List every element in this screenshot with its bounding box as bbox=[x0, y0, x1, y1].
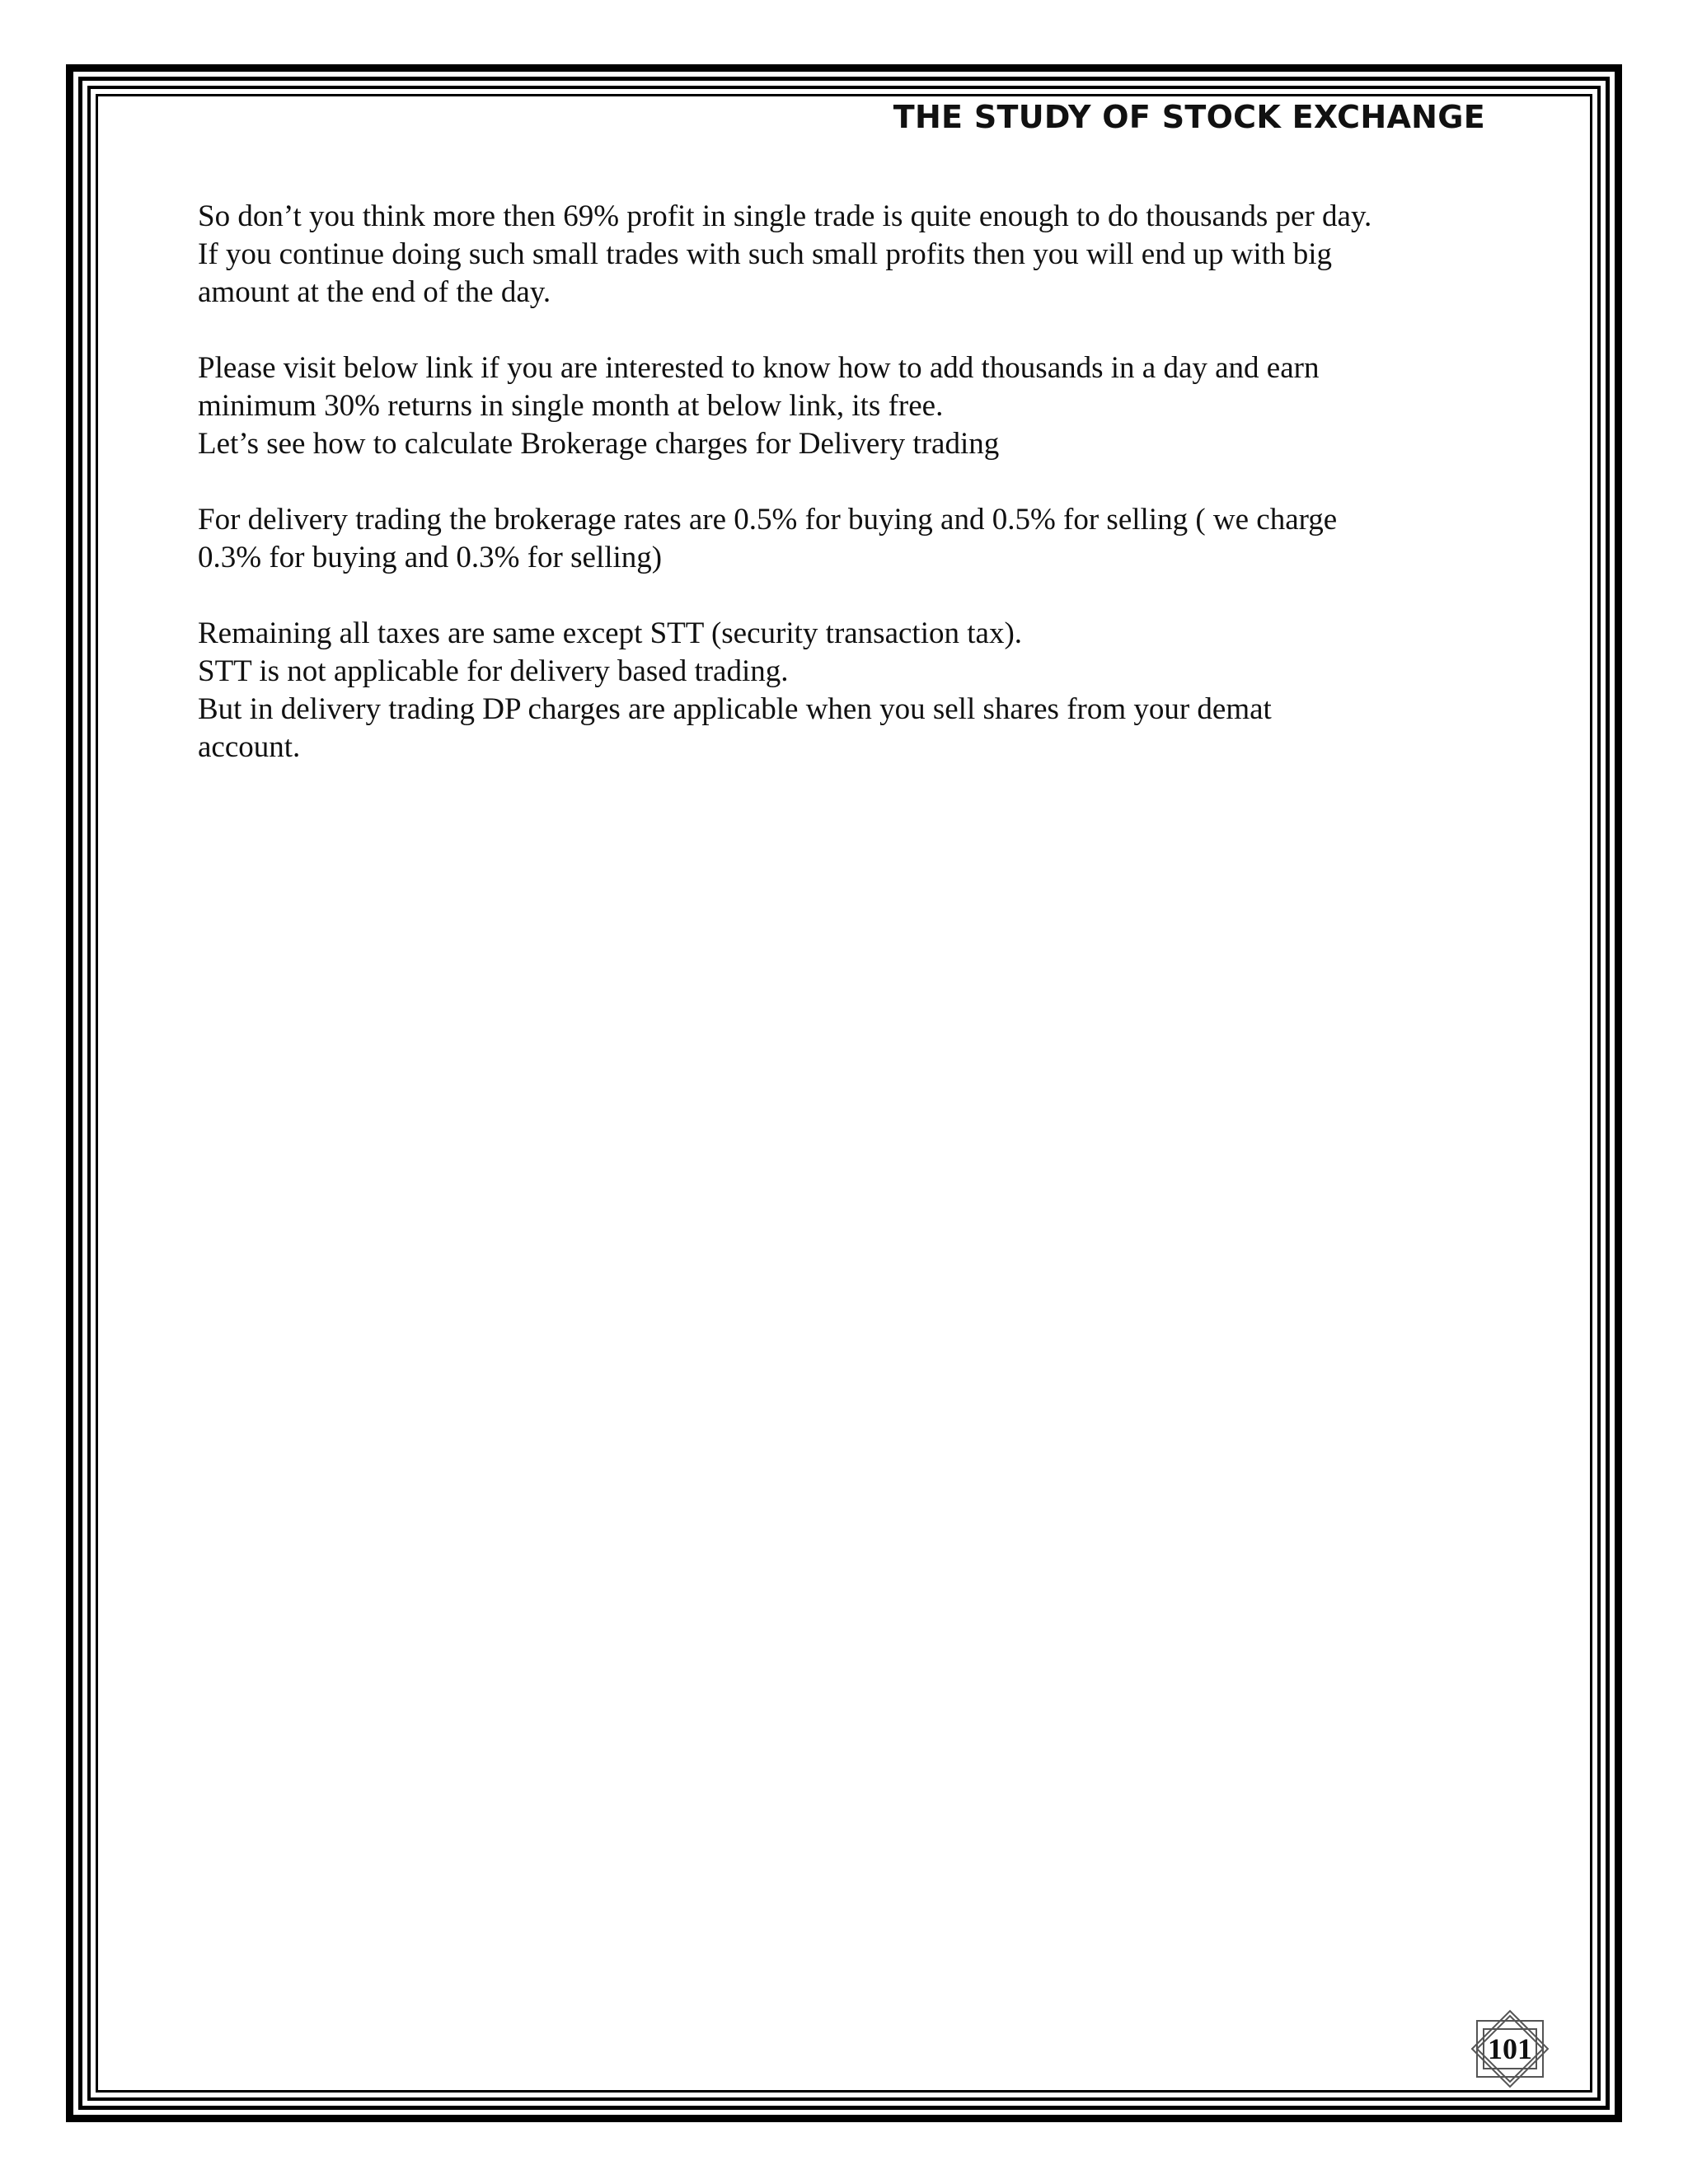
paragraph-brokerage-rates bbox=[198, 501, 1517, 577]
text-line: account. bbox=[198, 730, 301, 764]
page-number-badge bbox=[1467, 2009, 1553, 2088]
text-line: Please visit below link if you are interested to know how to add thousands in a day and earn bbox=[198, 351, 1320, 385]
paragraph-profit bbox=[198, 198, 1517, 312]
text-line: For delivery trading the brokerage rates are 0.5% for buying and 0.5% for selling ( we charge bbox=[198, 503, 1338, 537]
running-header: THE STUDY OF STOCK EXCHANGE bbox=[893, 99, 1485, 135]
text-line: minimum 30% returns in single month at below link, its free. bbox=[198, 389, 944, 423]
text-line: So don’t you think more then 69% profit in single trade is quite enough to do thousands per day. bbox=[198, 199, 1372, 233]
body-text bbox=[198, 198, 1517, 804]
paragraph-taxes bbox=[198, 615, 1517, 766]
text-line: If you continue doing such small trades with such small profits then you will end up with big bbox=[198, 237, 1333, 271]
text-line: 0.3% for buying and 0.3% for selling) bbox=[198, 541, 663, 574]
text-line: Remaining all taxes are same except STT (security transaction tax). bbox=[198, 616, 1023, 650]
paragraph-visit-link bbox=[198, 349, 1517, 463]
text-line: Let’s see how to calculate Brokerage charges for Delivery trading bbox=[198, 427, 1000, 461]
text-line: But in delivery trading DP charges are applicable when you sell shares from your demat bbox=[198, 692, 1272, 726]
text-line: STT is not applicable for delivery based trading. bbox=[198, 654, 789, 688]
page-number: 101 bbox=[1488, 2032, 1532, 2065]
text-line: amount at the end of the day. bbox=[198, 275, 551, 309]
